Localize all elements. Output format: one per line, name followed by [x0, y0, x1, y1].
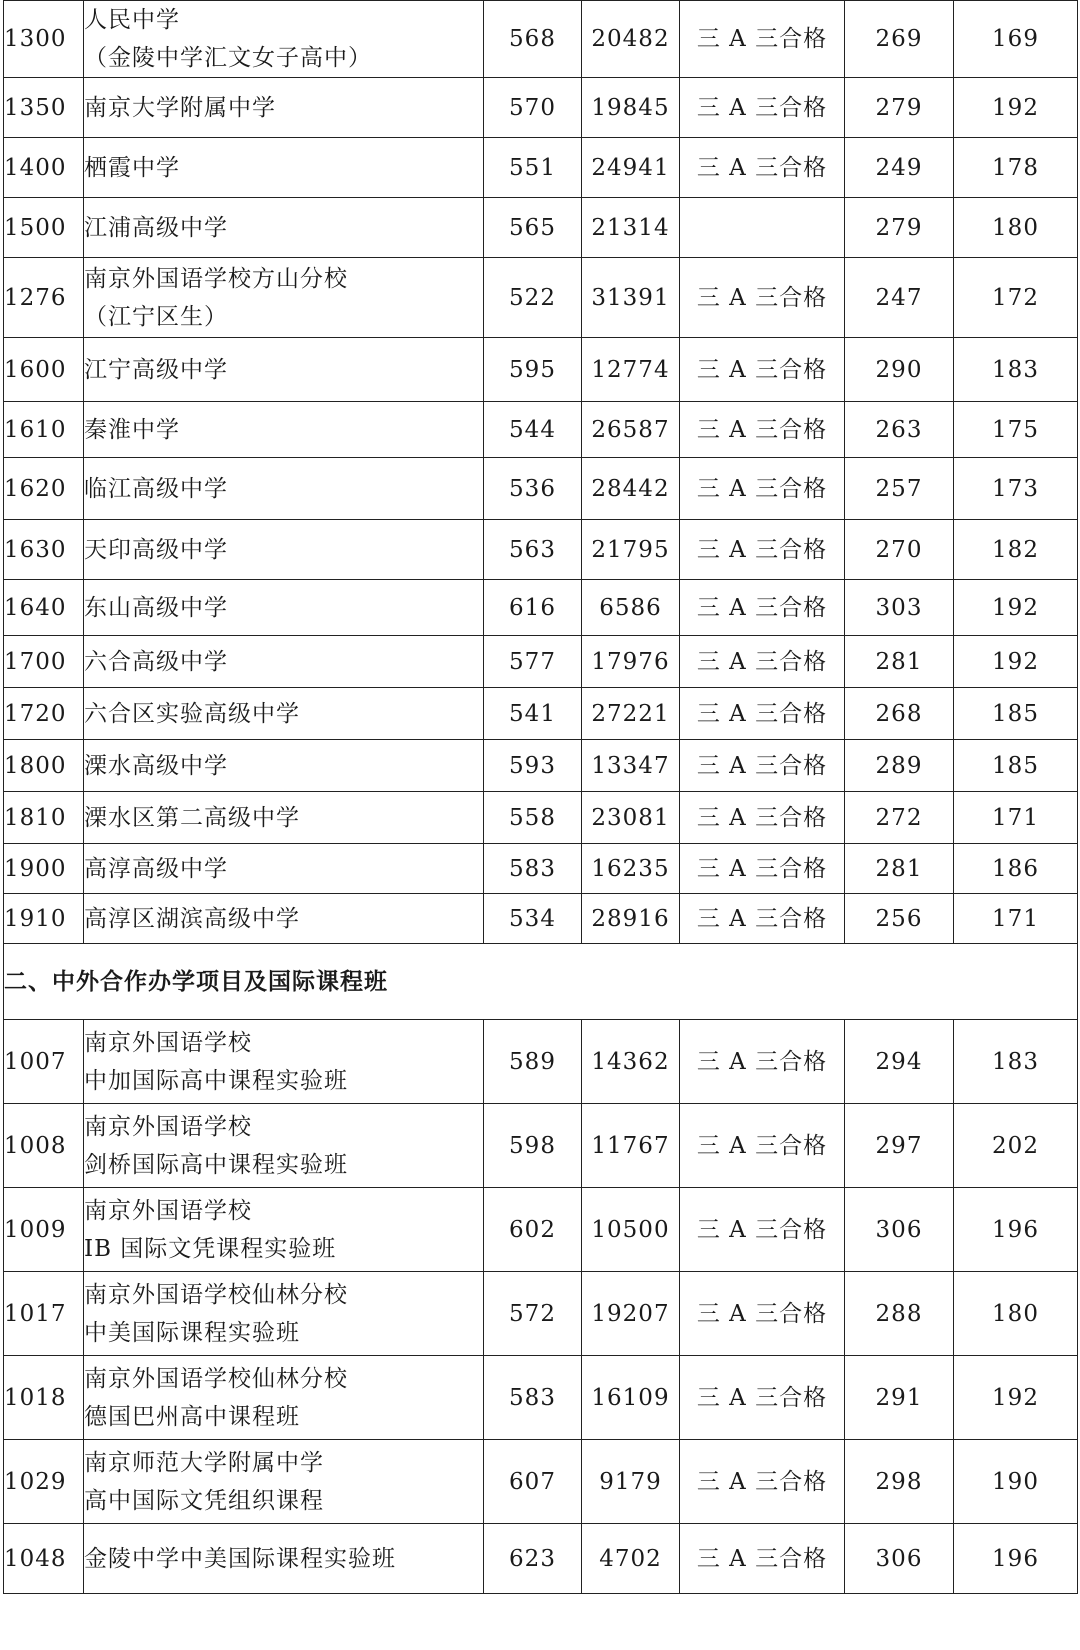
table-row [4, 1188, 1078, 1272]
min-score-cell: 577 [484, 636, 582, 688]
level-requirement-cell: 三 A 三合格 [680, 520, 845, 580]
min-score-cell: 583 [484, 1356, 582, 1440]
subtotal-b-cell: 171 [954, 894, 1078, 944]
rank-cell: 14362 [582, 1020, 680, 1104]
school-name-line: 秦淮中学 [84, 416, 180, 443]
min-score-cell: 583 [484, 844, 582, 894]
rank-cell: 16109 [582, 1356, 680, 1440]
subtotal-a-cell: 257 [845, 458, 954, 520]
table-row [4, 258, 1078, 338]
section-header [4, 944, 1078, 1020]
subtotal-a-cell: 269 [845, 1, 954, 78]
subtotal-b-cell: 169 [954, 1, 1078, 78]
section-title: 二、中外合作办学项目及国际课程班 [4, 944, 1078, 1020]
school-name-cell [84, 1020, 484, 1104]
subtotal-a-cell: 270 [845, 520, 954, 580]
school-code-cell: 1007 [4, 1020, 84, 1104]
school-name-cell [84, 1104, 484, 1188]
table-row [4, 844, 1078, 894]
school-name-line: 高淳区湖滨高级中学 [84, 905, 300, 932]
min-score-cell: 623 [484, 1524, 582, 1594]
subtotal-b-cell: 180 [954, 1272, 1078, 1356]
rank-cell: 19207 [582, 1272, 680, 1356]
subtotal-b-cell: 185 [954, 740, 1078, 792]
level-requirement-cell: 三 A 三合格 [680, 740, 845, 792]
subtotal-a-cell: 249 [845, 138, 954, 198]
subtotal-b-cell: 172 [954, 258, 1078, 338]
school-code-cell: 1600 [4, 338, 84, 402]
school-name-cell [84, 580, 484, 636]
subtotal-a-cell: 298 [845, 1440, 954, 1524]
rank-cell: 24941 [582, 138, 680, 198]
subtotal-a-cell: 297 [845, 1104, 954, 1188]
school-name-line: 南京外国语学校 [84, 1113, 252, 1140]
rank-cell: 17976 [582, 636, 680, 688]
subtotal-b-cell: 192 [954, 1356, 1078, 1440]
subtotal-a-cell: 306 [845, 1524, 954, 1594]
school-code-cell: 1720 [4, 688, 84, 740]
subtotal-b-cell: 175 [954, 402, 1078, 458]
level-requirement-cell: 三 A 三合格 [680, 688, 845, 740]
subtotal-a-cell: 294 [845, 1020, 954, 1104]
school-code-cell: 1009 [4, 1188, 84, 1272]
min-score-cell: 589 [484, 1020, 582, 1104]
table-row [4, 198, 1078, 258]
school-name-line: 江宁高级中学 [84, 356, 228, 383]
school-name-line: 中加国际高中课程实验班 [84, 1067, 348, 1094]
school-name-cell [84, 1524, 484, 1594]
school-name-line: 高淳高级中学 [84, 855, 228, 882]
school-name-line: 剑桥国际高中课程实验班 [84, 1151, 348, 1178]
level-requirement-cell [680, 198, 845, 258]
rank-cell: 13347 [582, 740, 680, 792]
school-name-line: 临江高级中学 [84, 475, 228, 502]
school-name-line: 南京外国语学校方山分校 [84, 265, 348, 292]
min-score-cell: 534 [484, 894, 582, 944]
table-row [4, 338, 1078, 402]
school-code-cell: 1017 [4, 1272, 84, 1356]
level-requirement-cell: 三 A 三合格 [680, 402, 845, 458]
table-row [4, 78, 1078, 138]
school-name-line: （江宁区生） [84, 303, 228, 330]
min-score-cell: 593 [484, 740, 582, 792]
school-code-cell: 1029 [4, 1440, 84, 1524]
school-name-line: 南京大学附属中学 [84, 94, 276, 121]
admission-score-table [3, 0, 1078, 1594]
school-name-cell [84, 458, 484, 520]
min-score-cell: 551 [484, 138, 582, 198]
table-row [4, 520, 1078, 580]
subtotal-b-cell: 182 [954, 520, 1078, 580]
subtotal-a-cell: 247 [845, 258, 954, 338]
school-code-cell: 1900 [4, 844, 84, 894]
subtotal-b-cell: 196 [954, 1524, 1078, 1594]
table-row [4, 458, 1078, 520]
school-name-cell [84, 520, 484, 580]
subtotal-a-cell: 256 [845, 894, 954, 944]
table-row [4, 1440, 1078, 1524]
school-name-cell [84, 338, 484, 402]
level-requirement-cell: 三 A 三合格 [680, 1272, 845, 1356]
table-row [4, 402, 1078, 458]
level-requirement-cell: 三 A 三合格 [680, 258, 845, 338]
subtotal-b-cell: 178 [954, 138, 1078, 198]
table-row [4, 740, 1078, 792]
table-row [4, 1, 1078, 78]
table-row [4, 1272, 1078, 1356]
school-name-cell [84, 792, 484, 844]
min-score-cell: 570 [484, 78, 582, 138]
min-score-cell: 563 [484, 520, 582, 580]
school-name-line: 人民中学 [84, 7, 180, 33]
min-score-cell: 602 [484, 1188, 582, 1272]
table-row [4, 1104, 1078, 1188]
level-requirement-cell: 三 A 三合格 [680, 1, 845, 78]
subtotal-a-cell: 281 [845, 844, 954, 894]
min-score-cell: 595 [484, 338, 582, 402]
school-name-line: 南京外国语学校仙林分校 [84, 1365, 348, 1392]
table-row [4, 1020, 1078, 1104]
level-requirement-cell: 三 A 三合格 [680, 78, 845, 138]
min-score-cell: 544 [484, 402, 582, 458]
subtotal-a-cell: 272 [845, 792, 954, 844]
level-requirement-cell: 三 A 三合格 [680, 138, 845, 198]
rank-cell: 4702 [582, 1524, 680, 1594]
school-code-cell: 1008 [4, 1104, 84, 1188]
rank-cell: 31391 [582, 258, 680, 338]
subtotal-a-cell: 289 [845, 740, 954, 792]
subtotal-b-cell: 186 [954, 844, 1078, 894]
school-name-line: 南京外国语学校仙林分校 [84, 1281, 348, 1308]
school-name-cell [84, 1, 484, 78]
school-code-cell: 1910 [4, 894, 84, 944]
school-name-line: 南京外国语学校 [84, 1197, 252, 1224]
subtotal-b-cell: 192 [954, 636, 1078, 688]
school-name-cell [84, 1188, 484, 1272]
rank-cell: 28916 [582, 894, 680, 944]
rank-cell: 28442 [582, 458, 680, 520]
rank-cell: 11767 [582, 1104, 680, 1188]
level-requirement-cell: 三 A 三合格 [680, 1104, 845, 1188]
subtotal-a-cell: 288 [845, 1272, 954, 1356]
subtotal-a-cell: 268 [845, 688, 954, 740]
subtotal-a-cell: 291 [845, 1356, 954, 1440]
level-requirement-cell: 三 A 三合格 [680, 580, 845, 636]
min-score-cell: 522 [484, 258, 582, 338]
rank-cell: 9179 [582, 1440, 680, 1524]
school-code-cell: 1610 [4, 402, 84, 458]
school-name-line: （金陵中学汇文女子高中） [84, 45, 372, 71]
level-requirement-cell: 三 A 三合格 [680, 1020, 845, 1104]
min-score-cell: 558 [484, 792, 582, 844]
rank-cell: 26587 [582, 402, 680, 458]
rank-cell: 23081 [582, 792, 680, 844]
school-code-cell: 1018 [4, 1356, 84, 1440]
subtotal-a-cell: 290 [845, 338, 954, 402]
table-row [4, 688, 1078, 740]
min-score-cell: 598 [484, 1104, 582, 1188]
subtotal-b-cell: 183 [954, 1020, 1078, 1104]
school-code-cell: 1350 [4, 78, 84, 138]
school-name-cell [84, 1356, 484, 1440]
level-requirement-cell: 三 A 三合格 [680, 894, 845, 944]
level-requirement-cell: 三 A 三合格 [680, 636, 845, 688]
school-name-cell [84, 636, 484, 688]
school-name-cell [84, 258, 484, 338]
table-row [4, 1356, 1078, 1440]
level-requirement-cell: 三 A 三合格 [680, 844, 845, 894]
school-name-line: 中美国际课程实验班 [84, 1319, 300, 1346]
school-name-line: 高中国际文凭组织课程 [84, 1487, 324, 1514]
school-name-cell [84, 1272, 484, 1356]
level-requirement-cell: 三 A 三合格 [680, 1440, 845, 1524]
school-name-cell [84, 138, 484, 198]
rank-cell: 6586 [582, 580, 680, 636]
subtotal-b-cell: 192 [954, 580, 1078, 636]
subtotal-a-cell: 263 [845, 402, 954, 458]
school-code-cell: 1400 [4, 138, 84, 198]
school-code-cell: 1276 [4, 258, 84, 338]
table-row [4, 792, 1078, 844]
rank-cell: 10500 [582, 1188, 680, 1272]
school-name-cell [84, 198, 484, 258]
level-requirement-cell: 三 A 三合格 [680, 338, 845, 402]
table-row [4, 580, 1078, 636]
subtotal-b-cell: 196 [954, 1188, 1078, 1272]
school-name-line: 南京师范大学附属中学 [84, 1449, 324, 1476]
level-requirement-cell: 三 A 三合格 [680, 1524, 845, 1594]
school-code-cell: 1630 [4, 520, 84, 580]
subtotal-a-cell: 281 [845, 636, 954, 688]
rank-cell: 19845 [582, 78, 680, 138]
school-name-line: 六合高级中学 [84, 648, 228, 675]
school-name-cell [84, 894, 484, 944]
school-name-line: 栖霞中学 [84, 154, 180, 181]
school-code-cell: 1700 [4, 636, 84, 688]
subtotal-a-cell: 279 [845, 78, 954, 138]
school-name-cell [84, 1440, 484, 1524]
rank-cell: 21795 [582, 520, 680, 580]
school-name-line: 南京外国语学校 [84, 1029, 252, 1056]
min-score-cell: 568 [484, 1, 582, 78]
level-requirement-cell: 三 A 三合格 [680, 792, 845, 844]
school-name-cell [84, 844, 484, 894]
level-requirement-cell: 三 A 三合格 [680, 458, 845, 520]
subtotal-b-cell: 173 [954, 458, 1078, 520]
rank-cell: 21314 [582, 198, 680, 258]
school-name-line: 德国巴州高中课程班 [84, 1403, 300, 1430]
subtotal-a-cell: 303 [845, 580, 954, 636]
min-score-cell: 536 [484, 458, 582, 520]
section-row [4, 944, 1078, 1020]
rank-cell: 16235 [582, 844, 680, 894]
subtotal-b-cell: 192 [954, 78, 1078, 138]
school-name-line: 江浦高级中学 [84, 214, 228, 241]
subtotal-b-cell: 190 [954, 1440, 1078, 1524]
subtotal-b-cell: 185 [954, 688, 1078, 740]
table-row [4, 636, 1078, 688]
school-name-cell [84, 402, 484, 458]
school-name-cell [84, 740, 484, 792]
school-name-line: IB 国际文凭课程实验班 [84, 1235, 337, 1262]
min-score-cell: 565 [484, 198, 582, 258]
school-name-cell [84, 688, 484, 740]
rank-cell: 12774 [582, 338, 680, 402]
table-row [4, 1524, 1078, 1594]
school-code-cell: 1620 [4, 458, 84, 520]
school-name-cell [84, 78, 484, 138]
school-name-line: 东山高级中学 [84, 594, 228, 621]
subtotal-b-cell: 180 [954, 198, 1078, 258]
school-name-line: 天印高级中学 [84, 536, 228, 563]
school-name-line: 金陵中学中美国际课程实验班 [84, 1545, 396, 1572]
school-code-cell: 1640 [4, 580, 84, 636]
min-score-cell: 572 [484, 1272, 582, 1356]
school-name-line: 溧水区第二高级中学 [84, 804, 300, 831]
subtotal-a-cell: 306 [845, 1188, 954, 1272]
rank-cell: 27221 [582, 688, 680, 740]
school-code-cell: 1800 [4, 740, 84, 792]
table-row [4, 138, 1078, 198]
subtotal-b-cell: 202 [954, 1104, 1078, 1188]
table-row [4, 894, 1078, 944]
school-code-cell: 1048 [4, 1524, 84, 1594]
school-name-line: 六合区实验高级中学 [84, 700, 300, 727]
international-program-rows [4, 1020, 1078, 1594]
min-score-cell: 541 [484, 688, 582, 740]
school-code-cell: 1300 [4, 1, 84, 78]
rank-cell: 20482 [582, 1, 680, 78]
subtotal-a-cell: 279 [845, 198, 954, 258]
school-code-cell: 1500 [4, 198, 84, 258]
school-name-line: 溧水高级中学 [84, 752, 228, 779]
min-score-cell: 616 [484, 580, 582, 636]
subtotal-b-cell: 183 [954, 338, 1078, 402]
level-requirement-cell: 三 A 三合格 [680, 1356, 845, 1440]
school-code-cell: 1810 [4, 792, 84, 844]
min-score-cell: 607 [484, 1440, 582, 1524]
school-rows [4, 1, 1078, 944]
subtotal-b-cell: 171 [954, 792, 1078, 844]
level-requirement-cell: 三 A 三合格 [680, 1188, 845, 1272]
